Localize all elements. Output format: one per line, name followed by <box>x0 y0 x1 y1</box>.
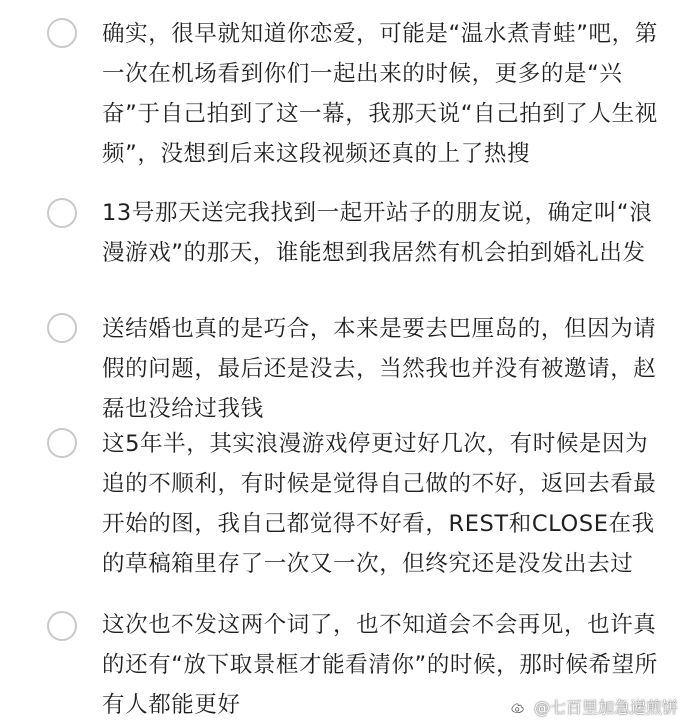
checkbox[interactable] <box>47 611 77 641</box>
item-text: 这次也不发这两个词了，也不知道会不会再见，也许真的还有“放下取景框才能看清你”的时候，那时候希望所有人都能更好 <box>102 612 658 718</box>
item-text: 送结婚也真的是巧合，本来是要去巴厘岛的，但因为请假的问题，最后还是没去，当然我也并没有被邀请，赵磊也没给过我钱 <box>102 316 657 422</box>
item-text: 这5年半，其实浪漫游戏停更过好几次，有时候是因为追的不顺利，有时候是觉得自己做的不好，返回去看最开始的图，我自己都觉得不好看，REST和CLOSE在我的草稿箱里存了一次又一次，但终究还是没发出去过 <box>102 431 657 577</box>
item-text: 13号那天送完我找到一起开站子的朋友说，确定叫“浪漫游戏”的那天，谁能想到我居然有机会拍到婚礼出发 <box>102 200 653 266</box>
checkbox[interactable] <box>47 313 77 343</box>
checkbox[interactable] <box>47 18 77 48</box>
checkbox[interactable] <box>47 198 77 228</box>
watermark-text: @七百里加急递煎饼 <box>533 698 678 717</box>
weibo-icon <box>510 698 528 716</box>
checkbox[interactable] <box>47 428 77 458</box>
watermark <box>510 695 678 718</box>
item-text: 确实，很早就知道你恋爱，可能是“温水煮青蛙”吧，第一次在机场看到你们一起出来的时候，更多的是“兴奋”于自己拍到了这一幕，我那天说“自己拍到了人生视频”，没想到后来这段视频还真的上了热搜 <box>102 21 658 167</box>
